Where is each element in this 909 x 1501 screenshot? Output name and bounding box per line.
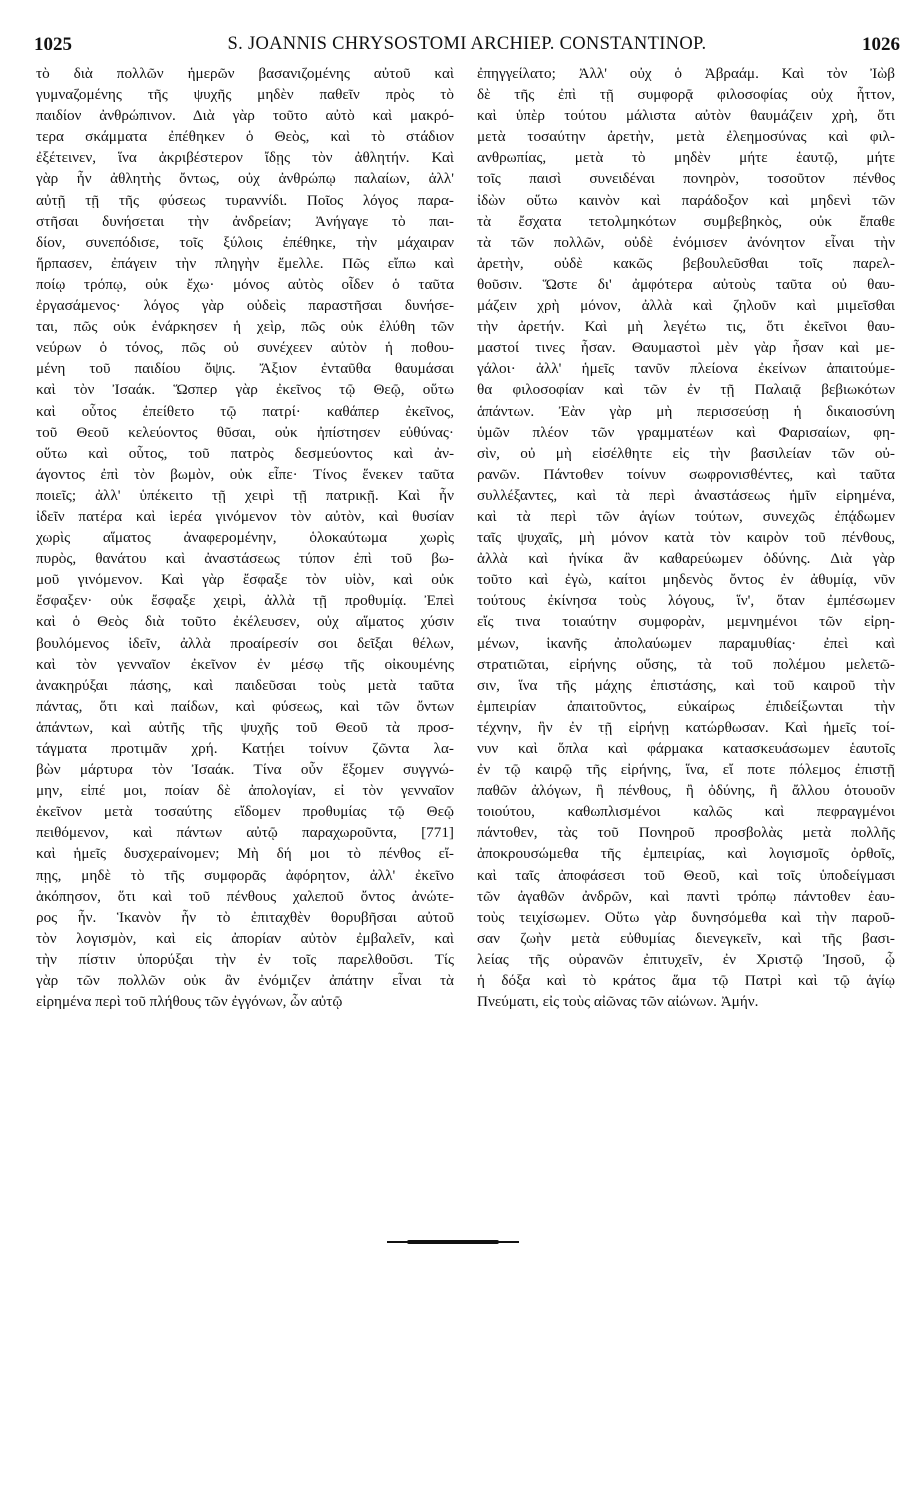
text-line: τὸ διὰ πολλῶν ἡμερῶν βασανιζομένης αὐτοῦ καὶ	[36, 65, 454, 82]
text-line: βουλόμενος ἰδεῖν, ἀλλὰ προαίρεσίν σοι δεῖξαι θέλων,	[36, 634, 454, 652]
text-line: τοιούτου, καθωπλισμένοι καλῶς καὶ πεφραγμένοι	[477, 803, 895, 821]
text-line: σὶν, οὐ μὴ εἰσέλθητε εἰς τὴν βασιλείαν τῶν οὐ-	[477, 444, 895, 462]
running-header	[34, 34, 900, 62]
text-line: μένων, ἱκανῆς ἀπολαύωμεν παραμυθίας· ἐπεὶ καὶ	[477, 634, 895, 652]
text-line: τὴν ἀρετήν. Καὶ μὴ λεγέτω τις, ὅτι ἐκεῖνοι θαυ-	[477, 318, 895, 336]
text-line: γυμναζομένης τῆς ψυχῆς μηδὲν παθεῖν πρὸς τὸ	[36, 86, 454, 104]
text-line: πειθόμενον, καὶ πάντων αὐτῷ παραχωροῦντα, [771]	[36, 824, 454, 842]
text-line: καὶ ὑπὲρ τούτου μάλιστα αὐτὸν θαυμάζειν χρὴ, ὅτι	[477, 107, 895, 125]
text-line: καὶ οὗτος ἐπείθετο τῷ πατρί· καθάπερ ἐκεῖνος,	[36, 402, 454, 420]
text-line: μην, εἰπέ μοι, ποίαν δὲ ἀπολογίαν, εἰ τὸν γενναῖον	[36, 782, 454, 800]
text-line: τερα σκάμματα ἐπέθηκεν ὁ Θεὸς, καὶ τὸ στάδιον	[36, 128, 454, 146]
page-number-right: 1026	[862, 34, 900, 55]
text-line: θα φιλοσοφίαν καὶ τῶν ἐν τῇ Παλαιᾷ βεβιωκότων	[477, 381, 895, 399]
text-line: γὰρ τῶν πολλῶν οὐκ ἂν ἐνόμιζεν ἀπάτην εἶναι τὰ	[36, 972, 454, 990]
text-line: ταῖς ψυχαῖς, μὴ μόνον κατὰ τὸν καιρὸν τοῦ πένθους,	[477, 529, 895, 547]
text-line: τοῦ Θεοῦ κελεύοντος θῦσαι, οὐκ ἠπίστησεν εὐθύνας·	[36, 423, 454, 441]
text-line: μάζειν χρὴ μόνον, ἀλλὰ καὶ ζηλοῦν καὶ μιμεῖσθαι	[477, 297, 895, 315]
text-line: ται, πῶς οὐκ ἐνάρκησεν ἡ χεὶρ, πῶς οὐκ ἐλύθη τῶν	[36, 318, 454, 336]
text-line: ποιεῖς; ἀλλ' ὑπέκειτο τῇ χειρὶ τῇ πατρικῇ. Καὶ ἦν	[36, 486, 454, 504]
end-ornament-rule	[407, 1240, 499, 1244]
text-line: ἁπάντων, καὶ αὐτῆς τῆς ψυχῆς τοῦ Θεοῦ τὰ προσ-	[36, 718, 454, 736]
text-line: ἰδεῖν πατέρα καὶ ἱερέα γινόμενον τὸν αὐτὸν, καὶ θυσίαν	[36, 507, 454, 525]
text-line: εἴς τινα τοιαύτην συμφορὰν, μεμνημένοι τῶν εἰρη-	[477, 613, 895, 631]
text-line: βὼν μάρτυρα τὸν Ἰσαάκ. Τίνα οὖν ἕξομεν συγγνώ-	[36, 761, 454, 779]
text-line: αὐτῇ τῇ τῆς φύσεως τυραννίδι. Ποῖος λόγος παρα-	[36, 191, 454, 209]
text-line: καὶ ταῖς ἀποφάσεσι τοῦ Θεοῦ, καὶ τοῖς ὑποδείγμασι	[477, 866, 895, 884]
text-line: μοῦ γινόμενον. Καὶ γὰρ ἔσφαξε τὸν υἱὸν, καὶ οὐκ	[36, 571, 454, 589]
text-line: γὰρ ἦν ἀθλητὴς ὄντως, οὐχ ἀνθρώπῳ παλαίων, ἀλλ'	[36, 170, 454, 188]
text-line: ἐν τῷ καιρῷ τῆς εἰρήνης, ἵνα, εἴ ποτε πόλεμος ἐπιστῇ	[477, 761, 895, 779]
text-line: οὕτω καὶ οὗτος, τοῦ πατρὸς δεσμεύοντος καὶ ἀν-	[36, 444, 454, 462]
text-line: καὶ τὸν γενναῖον ἐκεῖνον ἐν μέσῳ τῆς οἰκουμένης	[36, 655, 454, 673]
text-line: παιδίον ἀνθρώπινον. Διὰ γὰρ τοῦτο αὐτὸ καὶ μακρό-	[36, 107, 454, 125]
text-line: συλλέξαντες, καὶ τὰ περὶ ἀναστάσεως ἡμῖν εἰρημένα,	[477, 486, 895, 504]
text-line: τὴν πίστιν ὑπορύξαι τὴν ἐν τοῖς παρελθοῦσι. Τίς	[36, 950, 454, 968]
text-line: πάντας, ὅτι καὶ παίδων, καὶ φύσεως, καὶ τῶν ὄντων	[36, 697, 454, 715]
text-line: μετὰ τοσαύτην ἀρετὴν, μετὰ ἐλεημοσύνας καὶ φιλ-	[477, 128, 895, 146]
text-line: μένη τοῦ παιδίου ὄψις. Ἄξιον ἐνταῦθα θαυμάσαι	[36, 360, 454, 378]
text-line: ἐξέτεινεν, ἵνα ἀκριβέστερον ἴδῃς τὸν ἀθλητήν. Καὶ	[36, 149, 454, 167]
text-line: ἀνακηρύξαι πάσης, καὶ παιδεῦσαι τοὺς μετὰ ταῦτα	[36, 676, 454, 694]
text-line: ανθρωπίας, μετὰ τὸ μηδὲν μήτε ἑαυτῷ, μήτε	[477, 149, 895, 167]
text-line: ποίῳ τρόπῳ, οὐκ ἔχω· μόνος αὐτὸς οἶδεν ὁ ταῦτα	[36, 275, 454, 293]
text-line: τοῦτο καὶ ἐγὼ, καίτοι μηδενὸς ὄντος ἐν ἀθυμίᾳ, νῦν	[477, 571, 895, 589]
text-line: ρανῶν. Πάντοθεν τοίνυν σωφρονισθέντες, καὶ ταῦτα	[477, 465, 895, 483]
text-line: σιν, ἵνα τῆς μάχης ἐπιστάσης, καὶ τοῦ καιροῦ τὴν	[477, 676, 895, 694]
text-line: τέχνην, ἣν ἐν τῇ εἰρήνῃ κατώρθωσαν. Καὶ ἡμεῖς τοί-	[477, 718, 895, 736]
text-line: ἐργασάμενος· λόγος γὰρ οὐδεὶς παραστῆσαι δυνήσε-	[36, 297, 454, 315]
text-line: καὶ τὸν Ἰσαάκ. Ὥσπερ γὰρ ἐκεῖνος τῷ Θεῷ, οὕτω	[36, 381, 454, 399]
text-line: καὶ τὰ περὶ τῶν ἁγίων τούτων, συνεχῶς ἐπᾴδωμεν	[477, 507, 895, 525]
text-line: καὶ ἡμεῖς δυσχεραίνομεν; Μὴ δή μοι τὸ πένθος εἴ-	[36, 845, 454, 863]
running-title: S. JOANNIS CHRYSOSTOMI ARCHIEP. CONSTANTINOP.	[227, 34, 707, 54]
text-line: θοῦσιν. Ὥστε δι' ἀμφότερα αὐτοὺς ταῦτα οὐ θαυ-	[477, 275, 895, 293]
left-column	[36, 63, 454, 1012]
text-line: ὑμῶν πλέον τῶν γραμματέων καὶ Φαρισαίων, φη-	[477, 423, 895, 441]
text-line: τὰ τῶν πολλῶν, οὐδὲ ἐνόμισεν ἀνόνητον εἶναι τὴν	[477, 233, 895, 251]
text-line: ρος ἦν. Ἱκανὸν ἦν τὸ ἐπιταχθὲν θορυβῆσαι αὐτοῦ	[36, 908, 454, 926]
text-line: εἰρημένα περὶ τοῦ πλήθους τῶν ἐγγόνων, ὧν αὐτῷ	[36, 993, 343, 1011]
text-line: νεύρων ὁ τόνος, πῶς οὐ συνέχεεν αὐτὸν ἡ ποθου-	[36, 339, 454, 357]
text-line: παθῶν ἀλόγων, ἢ πένθους, ἢ ὀδύνης, ἢ ἄλλου ὁτουοῦν	[477, 782, 895, 800]
text-line: σαν ζωὴν μετὰ εὐθυμίας διενεγκεῖν, καὶ τῆς βασι-	[477, 929, 895, 947]
text-line: γάλοι· ἀλλ' ἡμεῖς τανῦν πλείονα ἐκείνων ἀπαιτούμε-	[477, 360, 895, 378]
text-line: Πνεύματι, εἰς τοὺς αἰῶνας τῶν αἰώνων. Ἀμήν.	[477, 993, 759, 1011]
text-line: τούτους ἐκίνησα τοὺς λόγους, ἵν', ὅταν ἐμπέσωμεν	[477, 592, 895, 610]
text-line: στρατιῶται, εἰρήνης οὔσης, τὰ τοῦ πολέμου μελετῶ-	[477, 655, 895, 673]
text-line: ἔσφαξεν· οὐκ ἔσφαξε χειρὶ, ἀλλὰ τῇ προθυμίᾳ. Ἐπεὶ	[36, 592, 454, 610]
text-line: χωρὶς αἵματος ἀναφερομένην, ὁλοκαύτωμα χωρὶς	[36, 529, 454, 547]
text-line: ἁπάντων. Ἐὰν γὰρ μὴ περισσεύσῃ ἡ δικαιοσύνη	[477, 402, 895, 420]
text-line: δίον, συνεπόδισε, τοῖς ξύλοις ἐπέθηκε, τὴν μάχαιραν	[36, 233, 454, 251]
right-column	[477, 63, 895, 1012]
text-line: δὲ τῆς ἐπὶ τῇ συμφορᾷ φιλοσοφίας οὐχ ἧττον,	[477, 86, 895, 104]
text-line: τὸν λογισμὸν, καὶ εἰς ἀπορίαν αὐτὸν ἐμβαλεῖν, καὶ	[36, 929, 454, 947]
text-line: ἐμπειρίαν ἀπαιτοῦντος, εὐκαίρως ἐπιδείξωνται τὴν	[477, 697, 895, 715]
text-line: άγοντος ἐπὶ τὸν βωμὸν, οὐκ εἶπε· Τίνος ἕνεκεν ταῦτα	[36, 465, 454, 483]
text-line: μαστοί τινες ἦσαν. Θαυμαστοὶ μὲν γὰρ ἦσαν καὶ με-	[477, 339, 895, 357]
text-line: τοὺς τειχίσωμεν. Οὕτω γὰρ δυνησόμεθα καὶ τὴν παροῦ-	[477, 908, 895, 926]
text-line: ἡ δόξα καὶ τὸ κράτος ἅμα τῷ Πατρὶ καὶ τῷ ἁγίῳ	[477, 972, 895, 990]
text-line: ἀποκρουσώμεθα τῆς ἐμπειρίας, καὶ λογισμοῖς ὀρθοῖς,	[477, 845, 895, 863]
text-line: ἀλλὰ καὶ ἡνίκα ἂν καθαρεύωμεν ὀδύνης. Διὰ γὰρ	[477, 550, 895, 568]
text-line: ἥρπασεν, ἐπάγειν τὴν πληγὴν ἔμελλε. Πῶς εἴπω καὶ	[36, 254, 454, 272]
text-line: στῆσαι δυνήσεται τὴν ἀνδρείαν; Ἀνήγαγε τὸ παι-	[36, 212, 454, 230]
page-number-left: 1025	[34, 34, 72, 55]
text-line: τοῖς παισὶ συνειδέναι πονηρὸν, τοσοῦτον πένθος	[477, 170, 895, 188]
text-line: καὶ ὁ Θεὸς διὰ τοῦτο ἐκέλευσεν, οὐχ αἵματος χύσιν	[36, 613, 454, 631]
text-line: τῶν ἀγαθῶν ἀνδρῶν, καὶ παντὶ τρόπῳ πάντοθεν ἑαυ-	[477, 887, 895, 905]
text-line: ἀρετὴν, οὐδὲ κακῶς βεβουλεῦσθαι τοῖς παρελ-	[477, 254, 895, 272]
text-line: πυρὸς, θανάτου καὶ ἀναστάσεως τύπον ἐπὶ τοῦ βω-	[36, 550, 454, 568]
text-line: ἰδὼν οὕτω καινὸν καὶ παράδοξον καὶ μηδενὶ τῶν	[477, 191, 895, 209]
text-line: τάγματα προτιμᾶν χρή. Κατῄει τοίνυν ζῶντα λα-	[36, 740, 454, 757]
text-line: πάντοθεν, τὰς τοῦ Πονηροῦ προσβολὰς μετὰ πολλῆς	[477, 824, 895, 842]
text-line: ἀκόπησον, ὅτι καὶ τοῦ πένθους χαλεποῦ ὄντος ἀνώτε-	[36, 887, 454, 905]
text-line: λείας τῆς οὐρανῶν ἐπιτυχεῖν, ἐν Χριστῷ Ἰησοῦ, ᾧ	[477, 950, 895, 968]
text-line: τὰ ἔσχατα τετολμηκότων συμβεβηκὸς, οὐκ ἔπαθε	[477, 212, 895, 230]
text-line: πῃς, μηδὲ τὸ τῆς συμφορᾶς ἀφόρητον, ἀλλ' ἐκεῖνο	[36, 866, 454, 884]
text-line: ἐπηγγείλατο; Ἀλλ' οὐχ ὁ Ἀβραάμ. Καὶ τὸν Ἰὼβ	[477, 65, 895, 82]
text-line: νυν καὶ ὅπλα καὶ φάρμακα κατασκευάσωμεν ἑαυτοῖς	[477, 740, 895, 757]
text-line: ἐκεῖνον μετὰ τοσαύτης εἴδομεν προθυμίας τῷ Θεῷ	[36, 803, 454, 821]
